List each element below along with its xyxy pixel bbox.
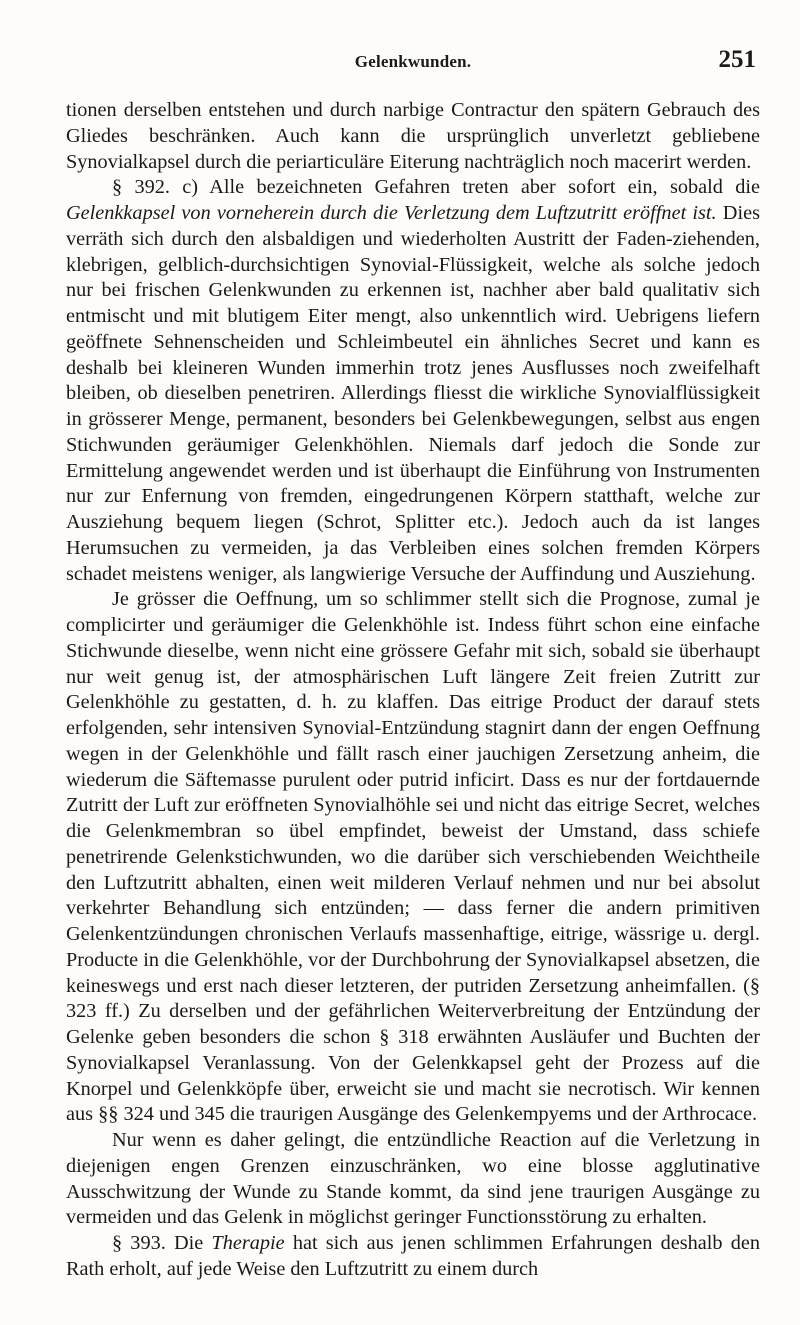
- running-head: [66, 46, 760, 86]
- paragraph: [66, 98, 760, 175]
- paragraph-text: tionen derselben entstehen und durch narbige Contractur den spätern Gebrauch des Gliedes beschränken. Auch kann die ursprünglich unverletzt gebliebene Synovialkapsel durch die periarticuläre Eiterung nachträglich noch macerirt werden.: [66, 99, 760, 173]
- paragraph-text: Dies verräth sich durch den alsbaldigen und wiederholten Austritt der Faden-ziehenden, klebrigen, gelblich-durchsichtigen Synovial-Flüssigkeit, welche als solche jedoch nur bei frischen Gelenkwunden zu erkennen ist, nachher aber bald qualitativ sich entmischt und mit blutigem Eiter mengt, also unkenntlich wird. Uebrigens liefern geöffnete Sehnenscheiden und Schleimbeutel ein ähnliches Secret und kann es deshalb bei kleineren Wunden immerhin trotz jenes Ausflusses noch zweifelhaft bleiben, ob dieselben penetriren. Allerdings fliesst die wirkliche Synovialflüssigkeit in grösserer Menge, permanent, besonders bei Gelenkbewegungen, selbst aus engen Stichwunden geräumiger Gelenkhöhlen. Niemals darf jedoch die Sonde zur Ermittelung angewendet werden und ist überhaupt die Einführung von Instrumenten nur zur Enfernung von fremden, eingedrungenen Körpern statthaft, welche zur Ausziehung bequem liegen (Schrot, Splitter etc.). Jedoch auch da ist langes Herumsuchen zu vermeiden, ja das Verbleiben eines solchen fremden Körpers schadet meistens weniger, als langwierige Versuche der Auffindung und Ausziehung.: [66, 202, 760, 585]
- italic-text: Therapie: [211, 1232, 285, 1254]
- italic-text: Gelenkkapsel von vorneherein durch die Verletzung dem Luftzutritt eröffnet ist.: [66, 202, 717, 224]
- paragraph-text: hat sich aus jenen schlimmen Erfahrungen deshalb den Rath erholt, auf jede Weise den Luftzutritt zu einem durch: [66, 1232, 760, 1280]
- paragraph-text: § 392. c) Alle bezeichneten Gefahren treten aber sofort ein, sobald die: [112, 176, 760, 199]
- paragraph-text: Je grösser die Oeffnung, um so schlimmer stellt sich die Prognose, zumal je complicirter und geräumiger die Gelenkhöhle ist. Indess führt schon eine einfache Stichwunde dieselbe, wenn nicht eine grössere Gefahr mit sich, sobald sie überhaupt nur weit genug ist, der atmosphärischen Luft längere Zeit freien Zutritt zur Gelenkhöhle zu gestatten, d. h. zu klaffen. Das eitrige Product der darauf stets erfolgenden, sehr intensiven Synovial-Entzündung stagnirt dann der engen Oeffnung wegen in der Gelenkhöhle und fällt rasch einer jauchigen Zersetzung anheim, die wiederum die Säftemasse purulent oder putrid inficirt. Dass es nur der fortdauernde Zutritt der Luft zur eröffneten Synovialhöhle sei und nicht das eitrige Secret, welches die Gelenkmembran so übel empfindet, beweist der Umstand, dass schiefe penetrirende Gelenkstichwunden, wo die darüber sich verschiebenden Weichtheile den Luftzutritt abhalten, einen weit milderen Verlauf nehmen und nur bei absolut verkehrter Behandlung sich entzünden; — dass ferner die andern primitiven Gelenkentzündungen chronischen Verlaufs massenhaftige, eitrige, wässrige u. dergl. Producte in die Gelenkhöhle, vor der Durchbohrung der Synovialkapsel absetzen, die keineswegs und erst nach dieser letzteren, der putriden Zersetzung anheimfallen. (§ 323 ff.) Zu derselben und der gefährlichen Weiterverbreitung der Entzündung der Gelenke geben besonders die schon § 318 erwähnten Ausläufer und Buchten der Synovialkapsel Veranlassung. Von der Gelenkkapsel geht der Prozess auf die Knorpel und Gelenkköpfe über, erweicht sie und macht sie necrotisch. Wir kennen aus §§ 324 und 345 die traurigen Ausgänge des Gelenkempyems und der Arthrocace.: [66, 588, 760, 1126]
- paragraph: [66, 1231, 760, 1283]
- page-number: 251: [718, 46, 756, 73]
- paragraph: [66, 1128, 760, 1231]
- body-text: [66, 98, 760, 1283]
- paragraph: [66, 175, 760, 587]
- paragraph-text: Nur wenn es daher gelingt, die entzündliche Reaction auf die Verletzung in diejenigen engen Grenzen einzuschränken, wo eine blosse agglutinative Ausschwitzung der Wunde zu Stande kommt, da sind jene traurigen Ausgänge zu vermeiden und das Gelenk in möglichst geringer Functionsstörung zu erhalten.: [66, 1129, 760, 1229]
- paragraph-text: § 393. Die: [112, 1232, 212, 1254]
- running-title: Gelenkwunden.: [354, 52, 472, 71]
- paragraph: [66, 587, 760, 1128]
